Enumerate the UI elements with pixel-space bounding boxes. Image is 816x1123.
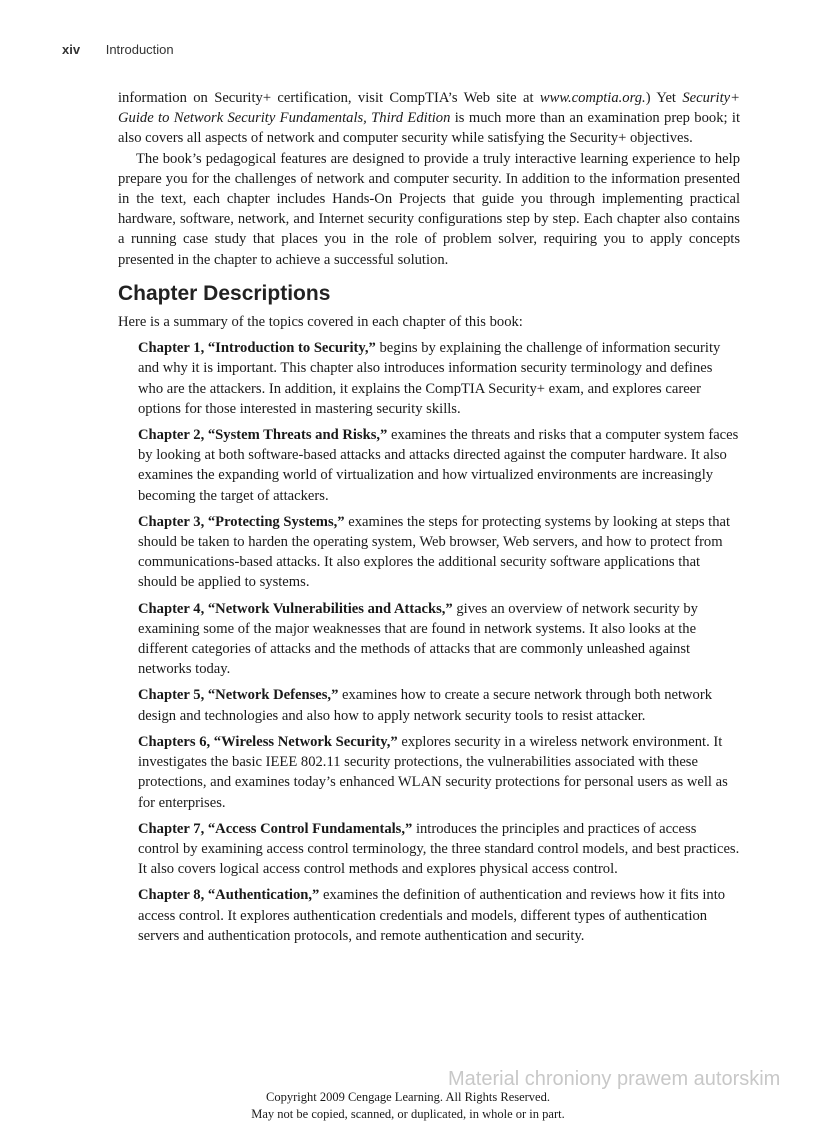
chapter-description: Chapter 2, “System Threats and Risks,” examines the threats and risks that a computer system faces by looking at both software-based attacks and attacks directed against the computer hardware. It also examines the expanding world of virtualization and how virtualized environments are increasingly becoming the target of attackers. <box>138 427 739 504</box>
section-title: Introduction <box>105 42 174 57</box>
chapter-description: Chapter 7, “Access Control Fundamentals,” introduces the principles and practices of access control by examining access control terminology, the three standard control models, and best practices. It also covers logical access control methods and explores physical access control. <box>138 820 740 878</box>
chapter-description: Chapter 3, “Protecting Systems,” examines the steps for protecting systems by looking at steps that should be taken to harden the operating system, Web browser, Web servers, and how to protect from communications-based attacks. It also explores the additional security software applications that should be applied to systems. <box>138 513 731 591</box>
copyright-notice: May not be copied, scanned, or duplicated, in whole or in part. <box>251 1107 565 1121</box>
book-title: Security+ Guide to Network Security Fundamentals, Third Edition <box>118 90 740 127</box>
page-content <box>118 88 740 946</box>
chapter-description: Chapter 8, “Authentication,” examines the definition of authentication and reviews how it fits into access control. It explores authentication credentials and models, different types of authentication servers and authentication protocols, and remote authentication and security. <box>138 887 726 944</box>
intro-paragraph-1: information on Security+ certification, visit CompTIA’s Web site at www.comptia.org.) Yet Security+ Guide to Network Security Fundamentals, Third Edition is much more than an examination prep book; it also covers all aspects of network and computer security while satisfying the Security+ objectives. <box>118 90 741 147</box>
chapter-description: Chapter 4, “Network Vulnerabilities and Attacks,” gives an overview of network security by examining some of the major weaknesses that are found in network systems. It also looks at the different categories of attacks and the methods of attacks that are commonly unleashed against networks today. <box>138 600 698 678</box>
chapter-description: Chapter 1, “Introduction to Security,” begins by explaining the challenge of information security and why it is important. This chapter also introduces information security terminology and defines who are the attackers. In addition, it explains the CompTIA Security+ exam, and explores career options for those interested in mastering security skills. <box>138 340 721 417</box>
watermark: Material chroniony prawem autorskim <box>448 1068 781 1090</box>
page-number: xiv <box>62 42 81 57</box>
copyright-line: Copyright 2009 Cengage Learning. All Rights Reserved. <box>266 1090 550 1104</box>
comptia-url[interactable]: www.comptia.org. <box>539 90 646 106</box>
section-heading: Chapter Descriptions <box>118 281 331 305</box>
section-lead: Here is a summary of the topics covered in each chapter of this book: <box>118 314 523 331</box>
chapter-description: Chapters 6, “Wireless Network Security,” explores security in a wireless network environment. It investigates the basic IEEE 802.11 security protections, the vulnerabilities associated with these protections, and examines today’s enhanced WLAN security protections for personal users as well as for enterprises. <box>138 733 728 811</box>
running-header <box>62 42 174 57</box>
copyright-footer <box>0 1089 816 1123</box>
chapter-description: Chapter 5, “Network Defenses,” examines how to create a secure network through both network design and technologies and also how to apply network security tools to resist attacker. <box>138 687 713 724</box>
intro-paragraph-2: The book’s pedagogical features are designed to provide a truly interactive learning experience to help prepare you for the challenges of network and computer security. In addition to the information presented in the text, each chapter includes Hands-On Projects that guide you through implementing practical hardware, software, network, and Internet security configurations step by step. Each chapter also contains a running case study that places you in the role of problem solver, requiring you to apply concepts presented in the chapter to achieve a successful solution. <box>118 150 740 268</box>
